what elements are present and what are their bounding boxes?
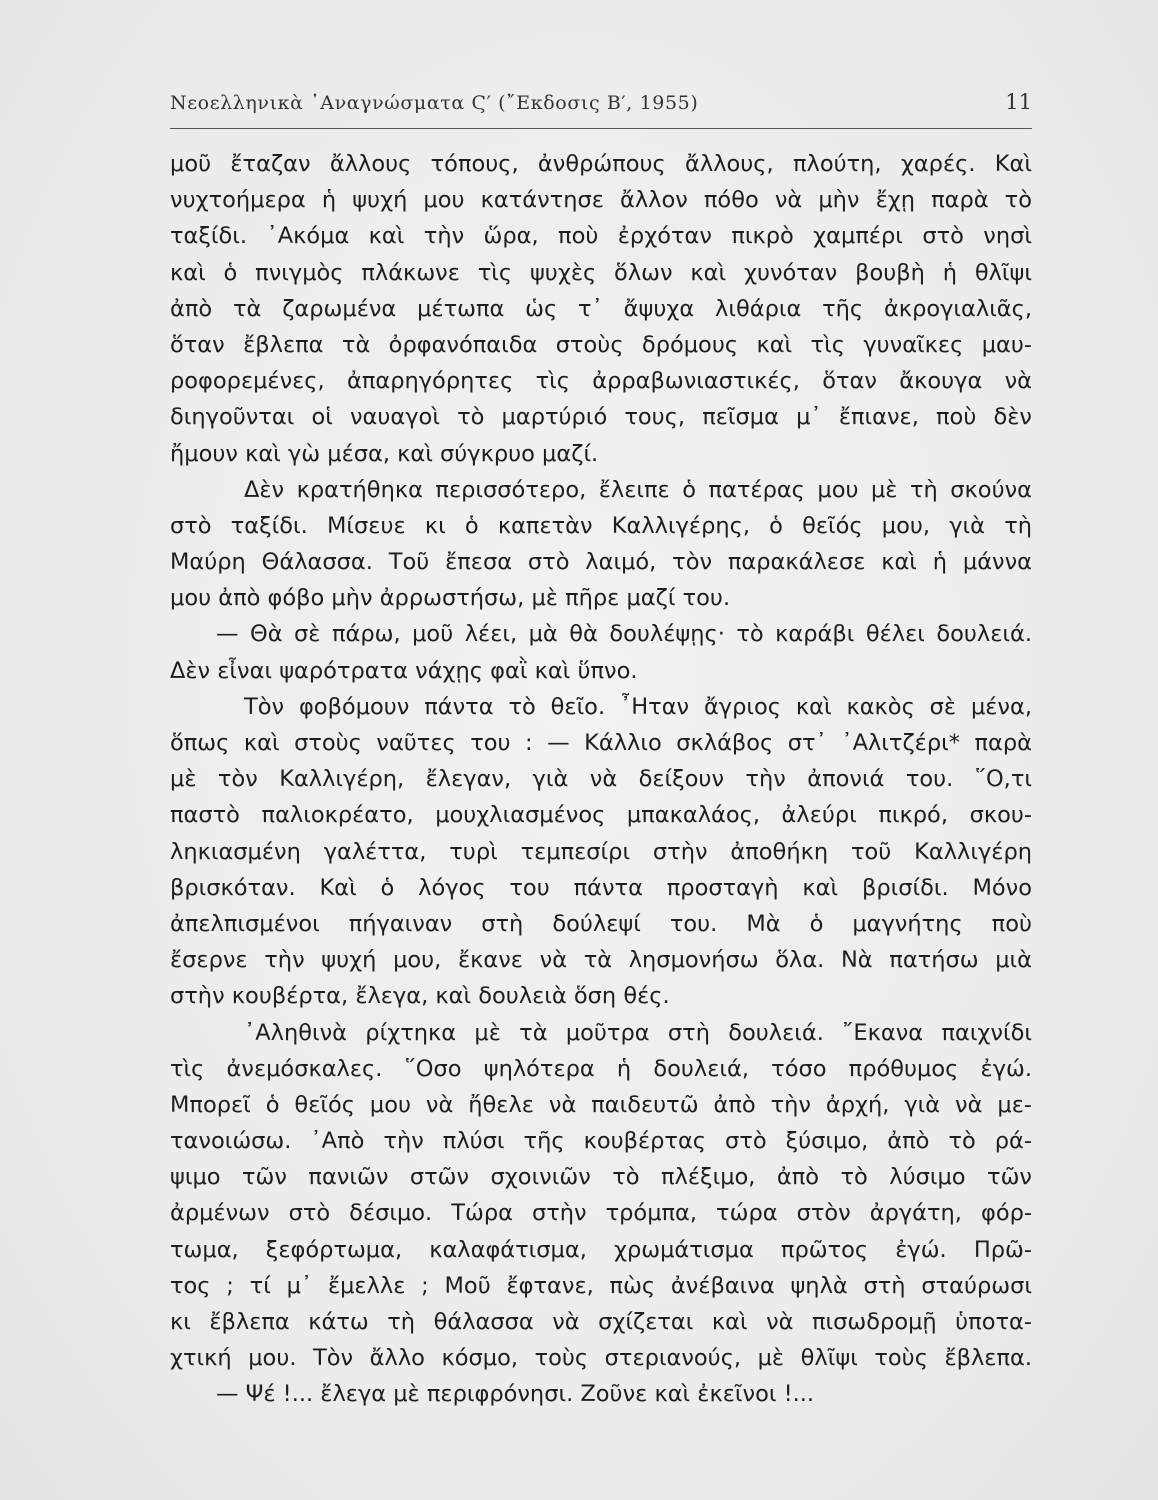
- text-line: ροφορεμένες, ἀπαρηγόρητες τὶς ἀρραβωνιαστικές, ὅταν ἄκουγα νὰ: [170, 368, 1032, 395]
- text-line: κι ἔβλεπα κάτω τὴ θάλασσα νὰ σχίζεται καὶ νὰ πισωδρομῇ ὑποτα-: [170, 1309, 1032, 1335]
- text-line: παστὸ παλιοκρέατο, μουχλιασμένος μπακαλάος, ἀλεύρι πικρό, σκου-: [170, 802, 1032, 829]
- text-line: ἤμουν καὶ γὼ μέσα, καὶ σύγκρυο μαζί.: [170, 440, 599, 467]
- text-line: τωμα, ξεφόρτωμα, καλαφάτισμα, χρωμάτισμα πρῶτος ἐγώ. Πρῶ-: [170, 1236, 1032, 1263]
- text-line: ψιμο τῶν πανιῶν στῶν σχοινιῶν τὸ πλέξιμο, ἀπὸ τὸ λύσιμο τῶν: [170, 1164, 1032, 1191]
- text-line: Δὲν κρατήθηκα περισσότερο, ἔλειπε ὁ πατέρας μου μὲ τὴ σκούνα: [244, 476, 1032, 503]
- text-line: Μπορεῖ ὁ θεῖός μου νὰ ἤθελε νὰ παιδευτῶ ἀπὸ τὴν ἀρχή, γιὰ νὰ με-: [170, 1091, 1032, 1118]
- text-line: στὴν κουβέρτα, ἔλεγα, καὶ δουλειὰ ὅση θές.: [170, 983, 670, 1010]
- text-line: ἔσερνε τὴν ψυχή μου, ἔκανε νὰ τὰ λησμονήσω ὅλα. Νὰ πατήσω μιὰ: [170, 947, 1032, 974]
- body-text: [170, 146, 1032, 1413]
- text-line: ἀρμένων στὸ δέσιμο. Τώρα στὴν τρόμπα, τώρα στὸν ἀργάτη, φόρ-: [170, 1200, 1032, 1227]
- text-line: διηγοῦνται οἱ ναυαγοὶ τὸ μαρτύριό τους, πεῖσμα μ᾿ ἔπιανε, ποὺ δὲν: [170, 404, 1032, 431]
- text-line: Δὲν εἶναι ψαρότρατα νάχῃς φαῒ καὶ ὕπνο.: [170, 657, 638, 684]
- text-line: ληκιασμένη γαλέττα, τυρὶ τεμπεσίρι στὴν ἀποθήκη τοῦ Καλλιγέρη: [170, 838, 1032, 865]
- running-header: [170, 88, 1032, 129]
- text-line: νυχτοήμερα ἡ ψυχή μου κατάντησε ἄλλον πόθο νὰ μὴν ἔχῃ παρὰ τὸ: [170, 187, 1032, 214]
- text-line: ἀπὸ τὰ ζαρωμένα μέτωπα ὡς τ᾿ ἄψυχα λιθάρια τῆς ἀκρογιαλιᾶς,: [170, 295, 1032, 322]
- page-number: 11: [1005, 90, 1032, 114]
- text-line: καὶ ὁ πνιγμὸς πλάκωνε τὶς ψυχὲς ὅλων καὶ χυνόταν βουβὴ ἡ θλῖψι: [170, 259, 1032, 286]
- text-line: μοῦ ἔταζαν ἄλλους τόπους, ἀνθρώπους ἄλλους, πλούτη, χαρές. Καὶ: [170, 151, 1032, 177]
- text-line: τανοιώσω. ᾿Απὸ τὴν πλύσι τῆς κουβέρτας στὸ ξύσιμο, ἀπὸ τὸ ρά-: [170, 1128, 1032, 1155]
- text-line: ὅπως καὶ στοὺς ναῦτες του : — Κάλλιο σκλάβος στ᾿ ᾿Αλιτζέρι* παρὰ: [170, 730, 1032, 756]
- text-line: ἀπελπισμένοι πήγαιναν στὴ δούλεψί του. Μὰ ὁ μαγνήτης ποὺ: [170, 910, 1032, 937]
- text-line: Τὸν φοβόμουν πάντα τὸ θεῖο. ῏Ηταν ἄγριος καὶ κακὸς σὲ μένα,: [244, 693, 1032, 720]
- text-line: μου ἀπὸ φόβο μὴν ἀρρωστήσω, μὲ πῆρε μαζί του.: [170, 585, 731, 612]
- text-line: ὅταν ἔβλεπα τὰ ὀρφανόπαιδα στοὺς δρόμους καὶ τὶς γυναῖκες μαυ-: [170, 331, 1032, 358]
- text-line: — Θὰ σὲ πάρω, μοῦ λέει, μὰ θὰ δουλέψῃς· τὸ καράβι θέλει δουλειά.: [216, 621, 1032, 648]
- text-line: τος ; τί μ᾿ ἔμελλε ; Μοῦ ἔφτανε, πὼς ἀνέβαινα ψηλὰ στὴ σταύρωσι: [170, 1272, 1032, 1299]
- running-title: Νεοελληνικὰ ᾿Αναγνώσματα Ϛ′ (῎Εκδοσις Β′, 1955): [170, 92, 699, 114]
- text-line: στὸ ταξίδι. Μίσευε κι ὁ καπετὰν Καλλιγέρης, ὁ θεῖός μου, γιὰ τὴ: [170, 512, 1032, 539]
- text-line: ᾿Αληθινὰ ρίχτηκα μὲ τὰ μοῦτρα στὴ δουλειά. ῎Εκανα παιχνίδι: [244, 1019, 1032, 1046]
- text-line: βρισκόταν. Καὶ ὁ λόγος του πάντα προσταγὴ καὶ βρισίδι. Μόνο: [170, 874, 1032, 901]
- text-line: Μαύρη Θάλασσα. Τοῦ ἔπεσα στὸ λαιμό, τὸν παρακάλεσε καὶ ἡ μάννα: [170, 549, 1032, 576]
- text-line: μὲ τὸν Καλλιγέρη, ἔλεγαν, γιὰ νὰ δείξουν τὴν ἀπονιά του. ῞Ο,τι: [170, 766, 1032, 793]
- text-line: τὶς ἀνεμόσκαλες. ῞Οσο ψηλότερα ἡ δουλειά, τόσο πρόθυμος ἐγώ.: [170, 1055, 1032, 1082]
- text-line: ταξίδι. ᾿Ακόμα καὶ τὴν ὥρα, ποὺ ἐρχόταν πικρὸ χαμπέρι στὸ νησὶ: [170, 223, 1032, 250]
- text-line: — Ψέ !... ἔλεγα μὲ περιφρόνησι. Ζοῦνε καὶ ἐκεῖνοι !...: [216, 1381, 815, 1408]
- text-line: χτική μου. Τὸν ἄλλο κόσμο, τοὺς στεριανούς, μὲ θλῖψι τοὺς ἔβλεπα.: [170, 1345, 1032, 1372]
